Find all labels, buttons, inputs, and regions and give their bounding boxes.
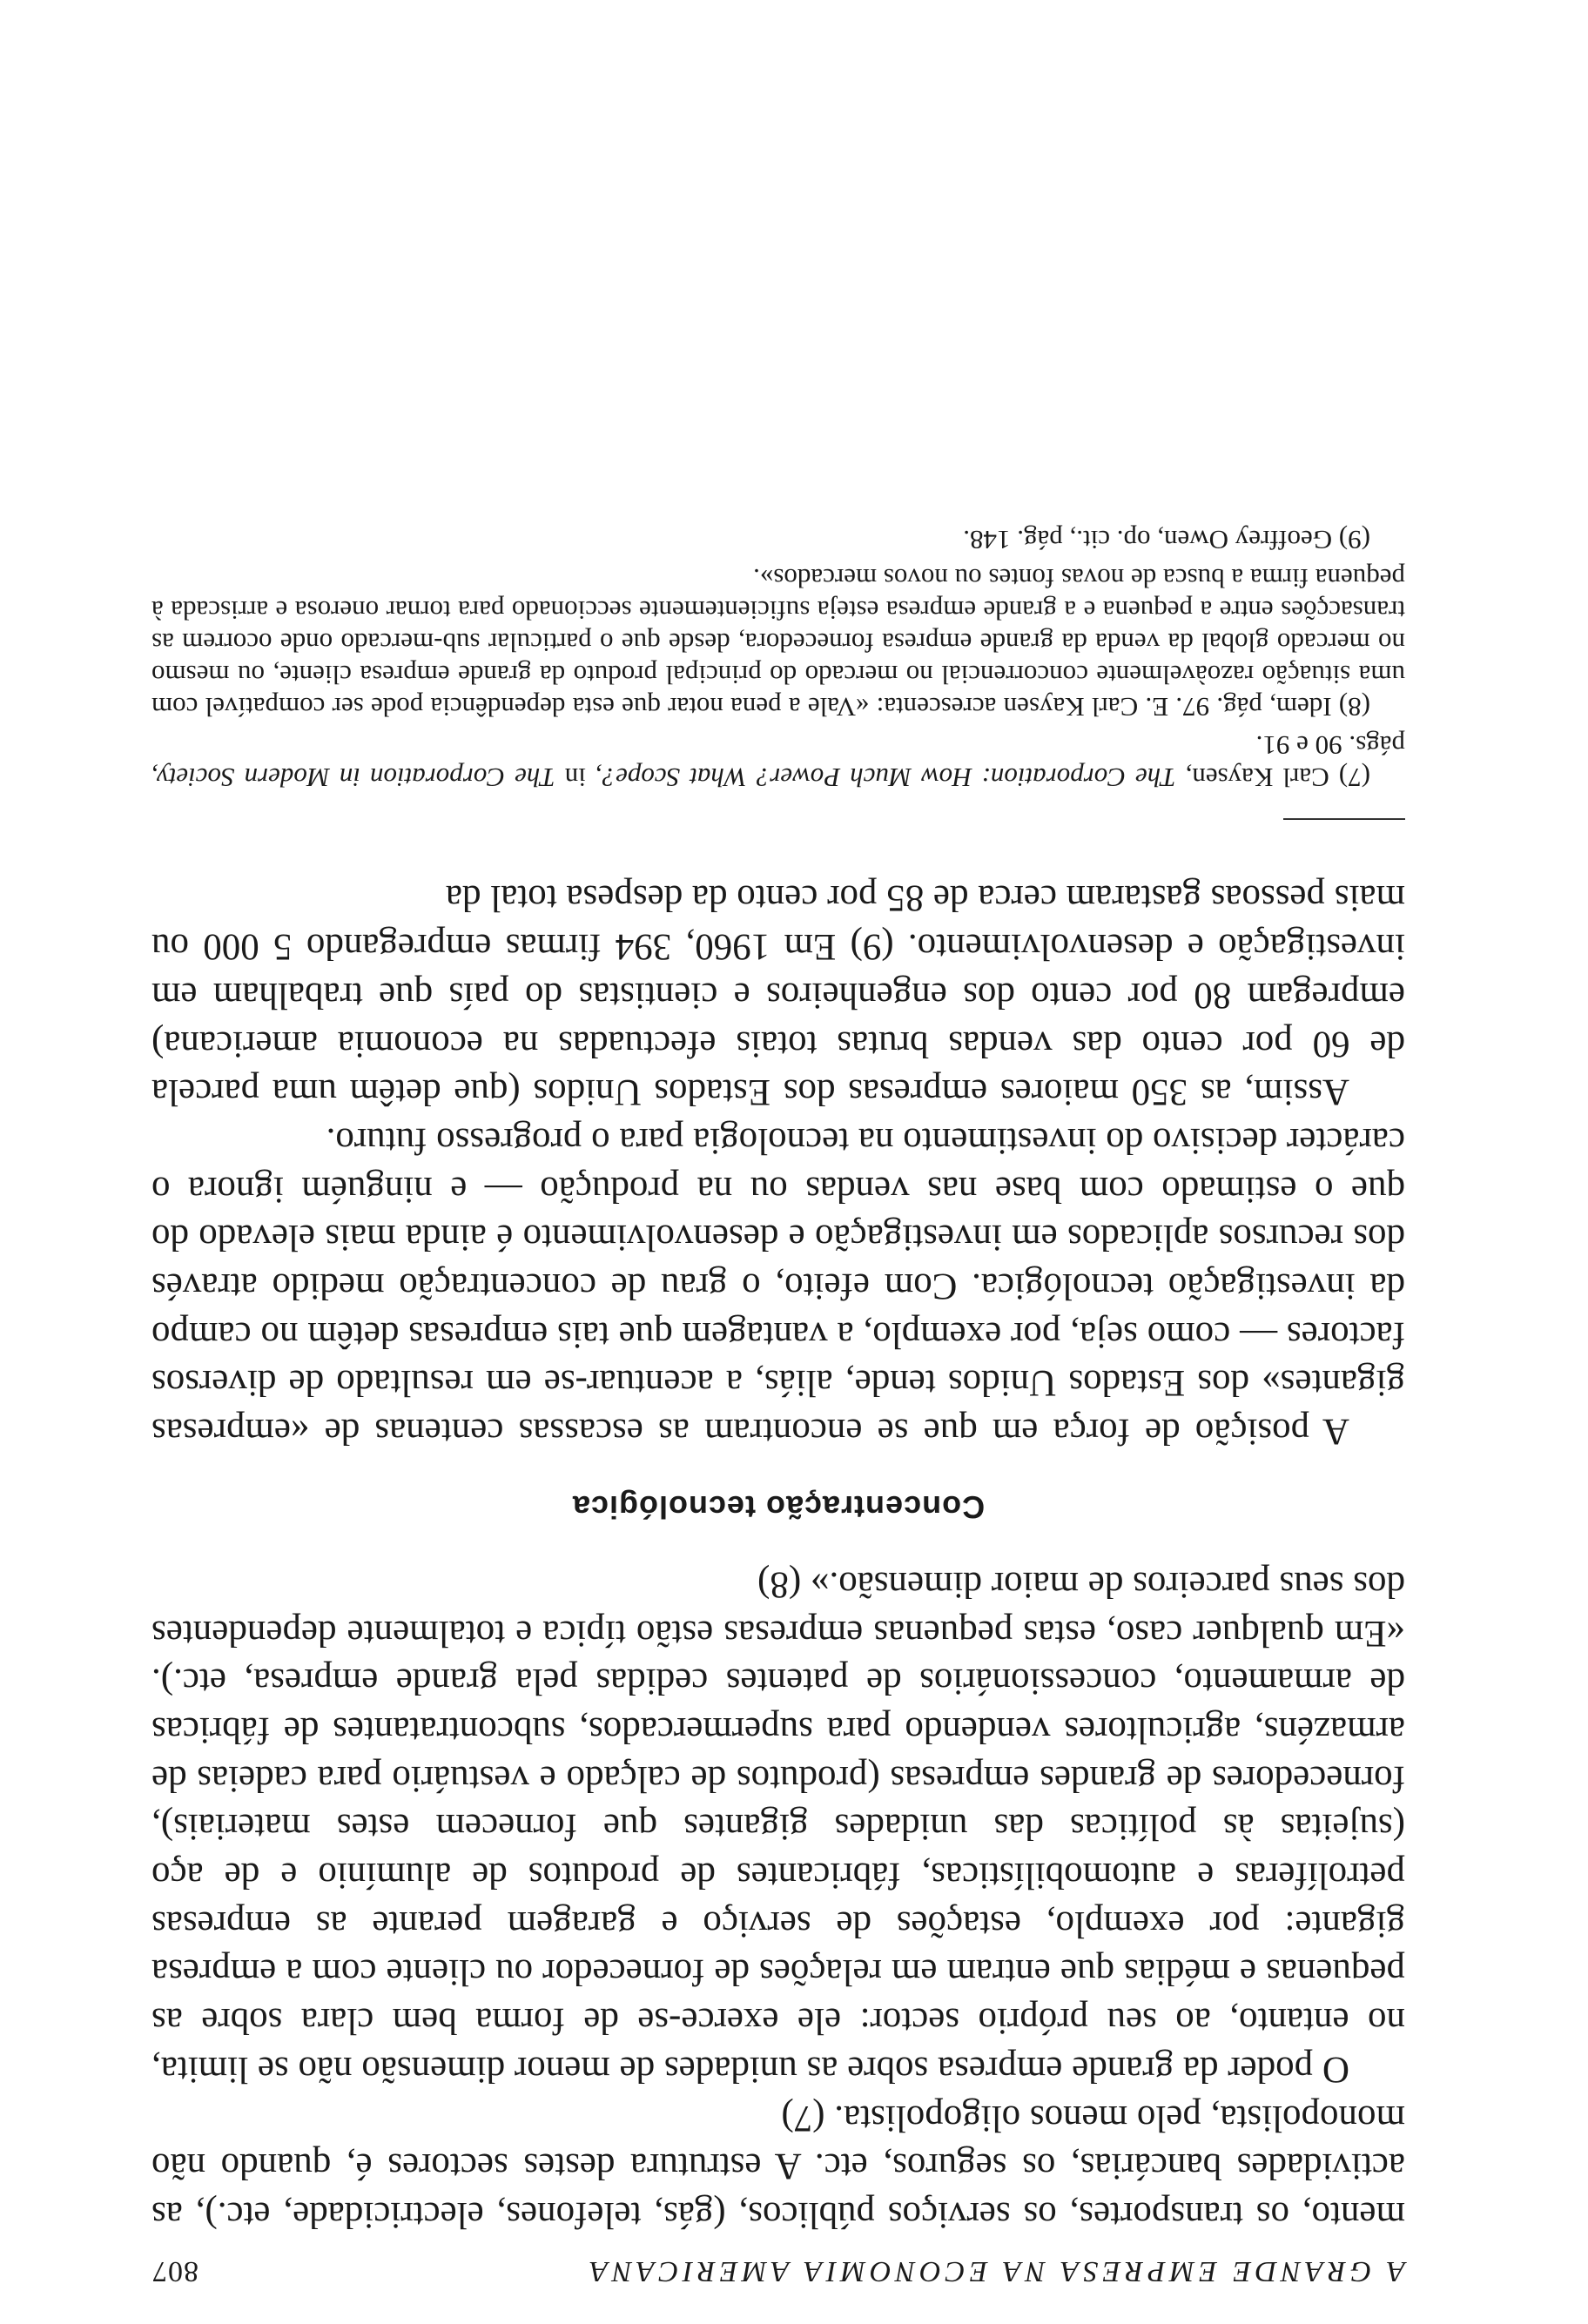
footnote-8: (8) Idem, pág. 97. E. Carl Kaysen acrescenta: «Vale a pena notar que esta dependência pode ser compatível com uma situação razoàvelmente concorrencial no mercado do principal produto da grande empresa cliente, ou mesmo no mercado global da venda da grande empresa fornecedora, desde que o particular sub-mercado onde ocorrem as transacções entre a pequena e a grande empresa esteja suficientemente seccionado para tornar onerosa e arriscada à pequena firma a busca de novas fontes ou novos mercados». (151, 562, 1405, 722)
running-head (151, 2254, 1405, 2287)
paragraph-continued: mento, os transportes, os serviços públicos, (gás, telefones, electricidade, etc.), as actividades bancárias, os seguros, etc. A estrutura destes sectores é, quando não monopolista, pelo menos oligopolista. (7) (151, 2097, 1405, 2235)
page-number: 807 (151, 2255, 198, 2287)
running-head-title: A GRANDE EMPRESA NA ECONOMIA AMERICANA (585, 2255, 1405, 2287)
footnote-7-author: Carl Kaysen, (1185, 762, 1329, 793)
footnote-7 (151, 729, 1405, 794)
footnote-7-number: (7) (1338, 762, 1370, 793)
paragraph-350-maiores-empresas: Assim, as 350 maiores empresas dos Estados Unidos (que detêm uma parcela de 60 por cento das vendas brutas totais efectuadas na economia americana) empregam 80 por cento dos engenheiros e cientistas do país que trabalham em investigação e desenvolvimento. (9) Em 1960, 394 firmas empregando 5 000 ou mais pessoas gastaram cerca de 85 por cento da despesa total da (151, 877, 1405, 1113)
footnote-7-title: The Corporation: How Much Power? What Scope?, (595, 762, 1176, 793)
footnote-7-connector: in (564, 762, 586, 793)
page-content (151, 518, 1405, 2287)
paragraph-posicao-de-forca: A posição de força em que se encontram as escassas centenas de «empresas gigantes» dos Estados Unidos tende, aliás, a acentuar-se em resultado de diversos factores — como seja, por exemplo, a vantagem que tais empresas detêm no campo da investigação tecnológica. Com efeito, o grau de concentração medido através dos recursos aplicados em investigação e desenvolvimento é ainda mais elevado do que o estimado com base nas vendas ou na produção — e ninguém ignora o carácter decisivo do investimento na tecnologia para o progresso futuro. (151, 1119, 1405, 1453)
footnote-7-source: The Corporation in Modern Society, (151, 762, 555, 793)
paragraph-grande-empresa-poder: O poder da grande empresa sobre as unidades de menor dimensão não se limita, no entanto, ao seu próprio sector: ele exerce-se de forma bem clara sobre as pequenas e médias que entram em relações de fornecedor ou cliente com a empresa gigante: por exemplo, estações de serviço e garagem perante as empresas petrolíferas e automobilísticas, fábricantes de produtos de alumínio e de aço (sujeitas às políticas das unidades gigantes que fornecem estes materiais), fornecedores de grandes empresas (produtos de calçado e vestuário para cadeias de armazéns, agricultores vendendo para supermercados, subcontratantes de fábricas de armamento, concessionários de patentes cedidas pela grande empresa, etc.). «Em qualquer caso, estas pequenas empresas estão típica e totalmente dependentes dos seus parceiros de maior dimensão.» (8) (151, 1563, 1405, 2090)
footnote-separator (1283, 818, 1405, 820)
footnote-7-pages: págs. 90 e 91. (1255, 729, 1405, 761)
footnote-9: (9) Geoffrey Owen, op. cit., pág. 148. (963, 524, 1370, 555)
section-heading: Concentração tecnológica (571, 1489, 986, 1526)
